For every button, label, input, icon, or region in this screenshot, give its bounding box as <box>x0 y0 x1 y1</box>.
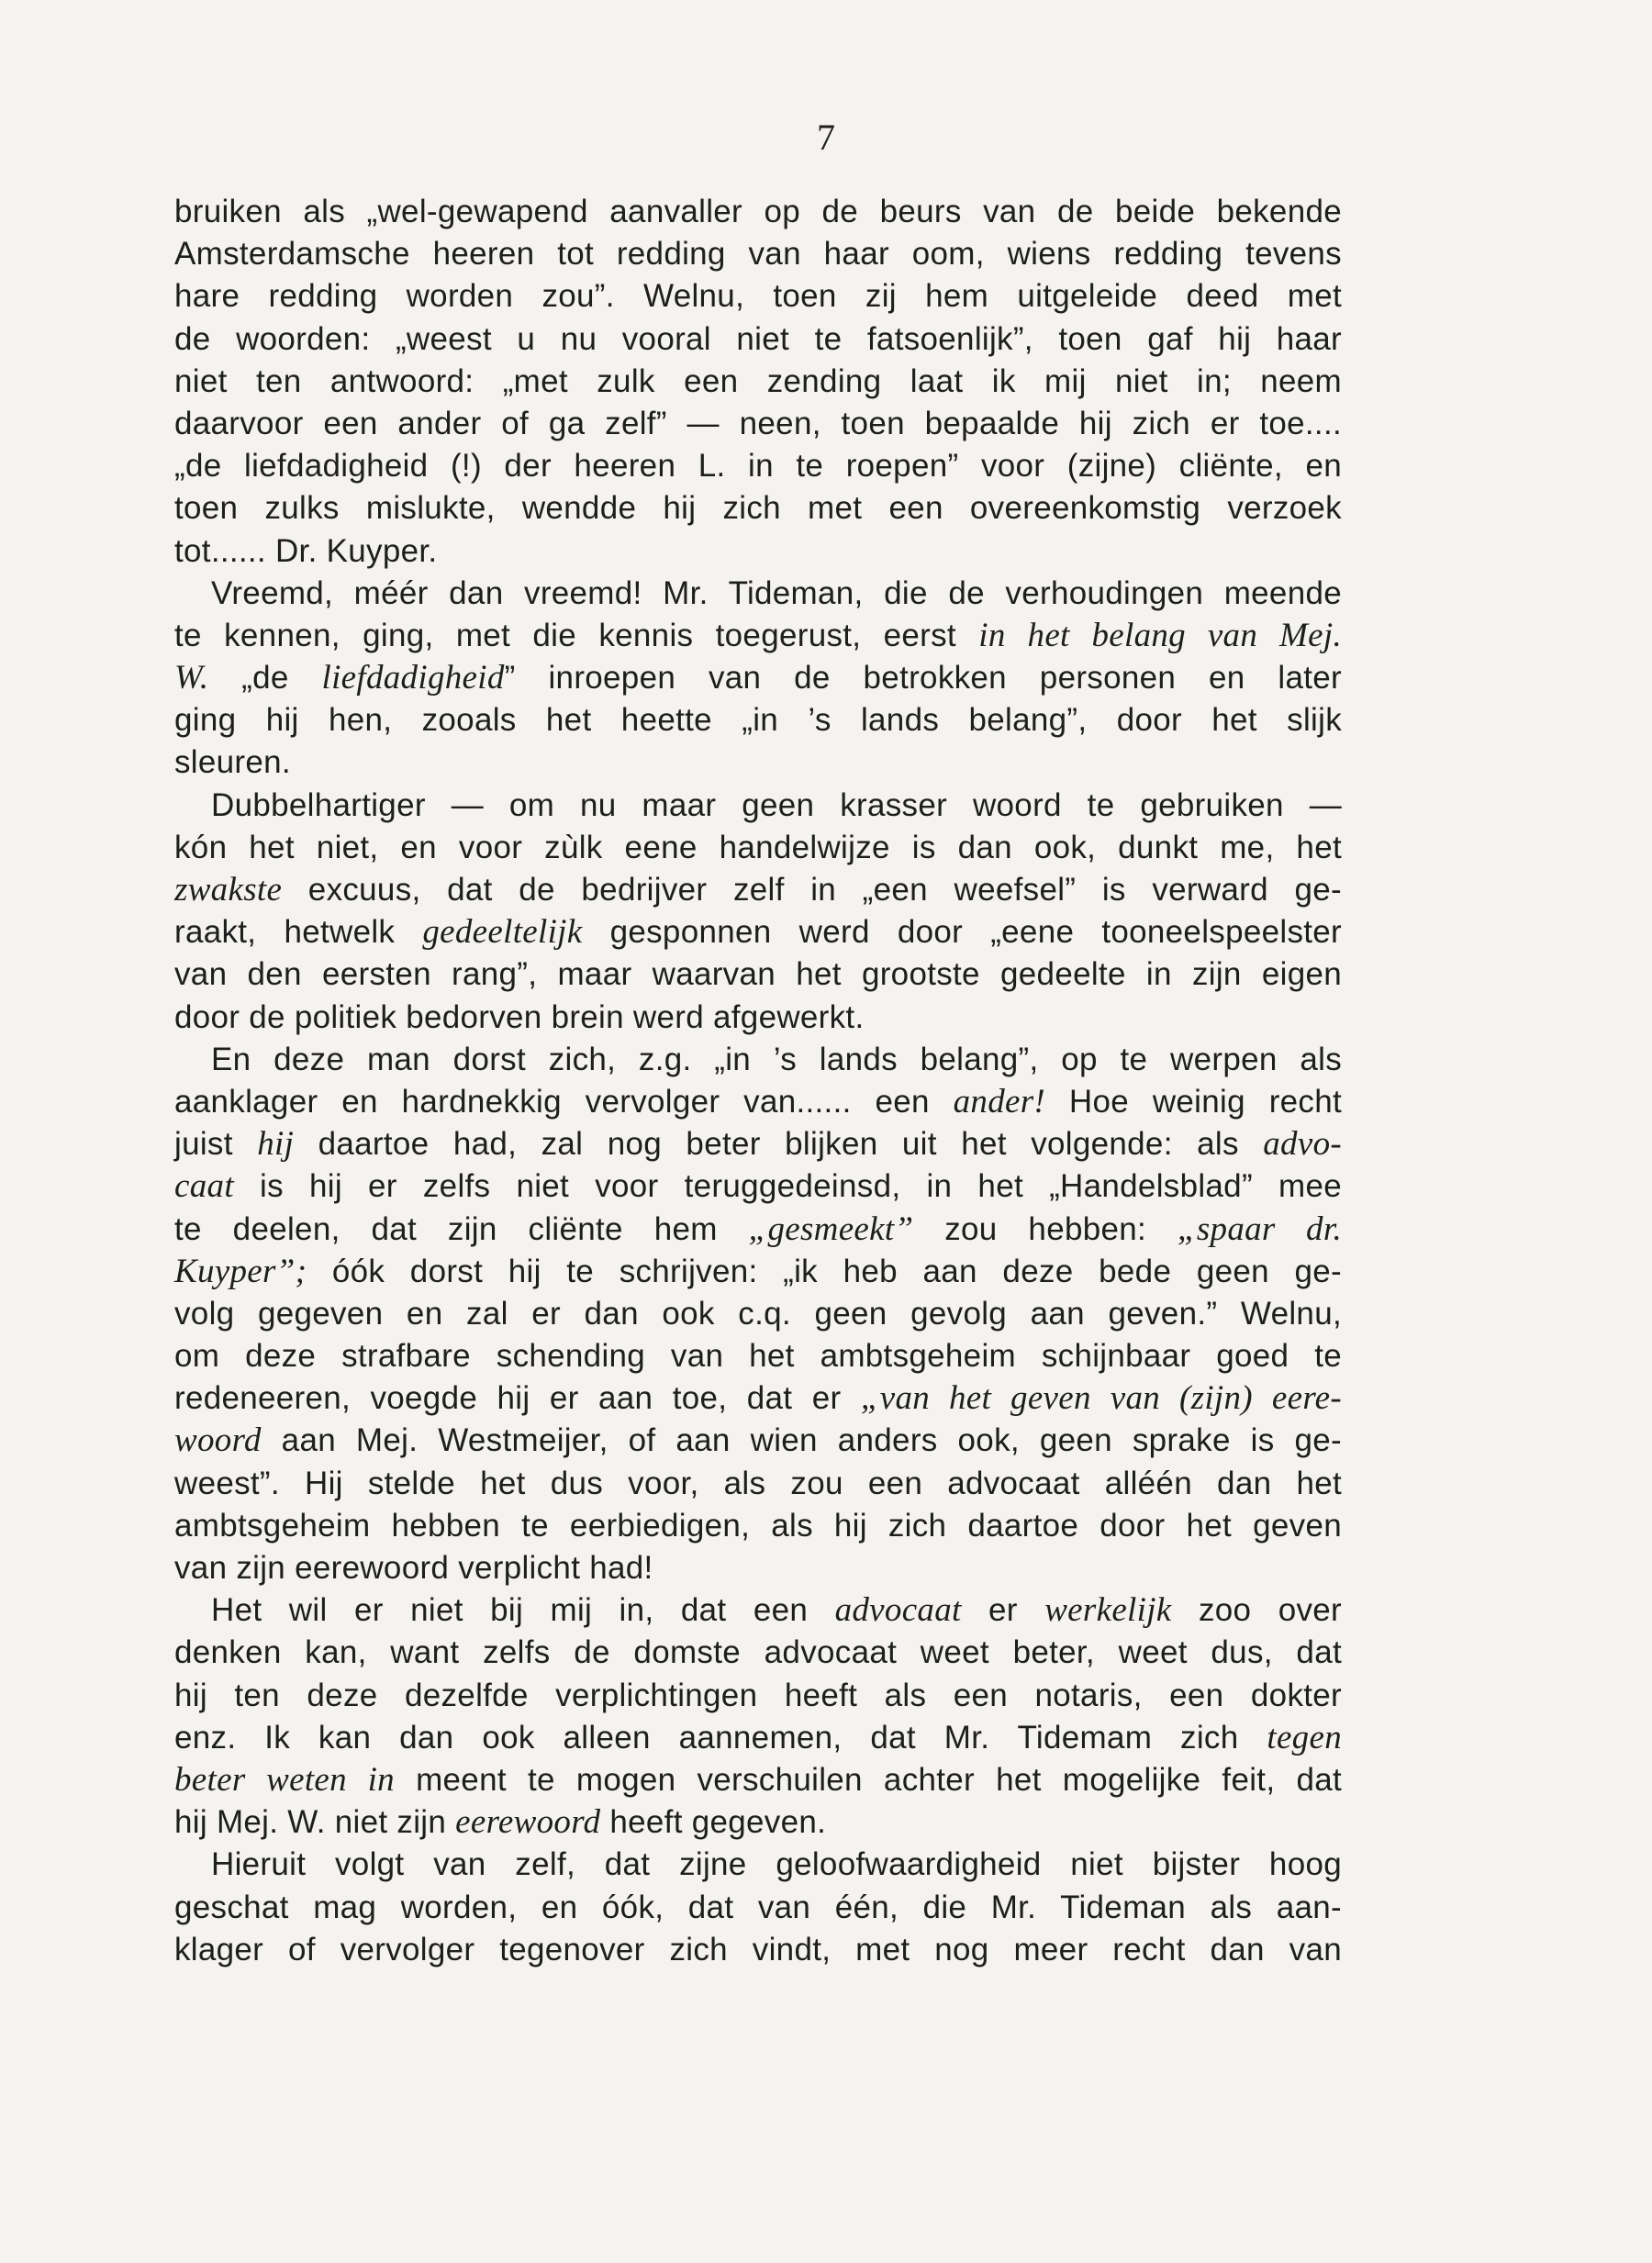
text-run: weest”. Hij stelde het dus voor, als zou een advocaat alléén dan het <box>174 1465 1342 1501</box>
text-line <box>174 1547 1342 1589</box>
italic-text: advocaat <box>834 1591 962 1630</box>
italic-text: caat <box>174 1167 234 1206</box>
text-line <box>174 1463 1342 1505</box>
text-run: Hoe weinig recht <box>1045 1083 1343 1120</box>
paragraph <box>174 191 1342 573</box>
text-line <box>174 1844 1342 1886</box>
paragraph <box>174 785 1342 1039</box>
text-run: meent te mogen verschuilen achter het mogelijke feit, dat <box>394 1761 1343 1798</box>
text-line <box>174 1887 1342 1929</box>
text-line <box>174 1209 1342 1251</box>
text-run: En deze man dorst zich, z.g. „in ’s lands belang”, op te werpen als <box>211 1041 1342 1077</box>
italic-text: advo- <box>1263 1125 1342 1164</box>
text-line <box>174 1039 1342 1081</box>
text-run: zou hebben: <box>913 1210 1178 1247</box>
text-line <box>174 1377 1342 1420</box>
text-run: te deelen, dat zijn cliënte hem <box>174 1210 749 1247</box>
paragraph <box>174 573 1342 785</box>
text-line <box>174 445 1342 487</box>
text-line <box>174 573 1342 615</box>
text-line <box>174 530 1342 573</box>
italic-text: werkelijk <box>1044 1591 1172 1630</box>
text-run: excuus, dat de bedrijver zelf in „een weefsel” is verward ge- <box>282 872 1342 908</box>
text-line <box>174 1420 1342 1462</box>
text-line <box>174 785 1342 827</box>
text-line <box>174 741 1342 784</box>
text-run: Dubbelhartiger — om nu maar geen krasser woord te gebruiken — <box>211 786 1342 823</box>
text-run: te kennen, ging, met die kennis toegerust, eerst <box>174 617 979 653</box>
italic-text: Kuyper”; <box>174 1252 307 1290</box>
text-run: hij ten deze dezelfde verplichtingen heeft als een notaris, een dokter <box>174 1677 1342 1713</box>
text-run: Amsterdamsche heeren tot redding van haar oom, wiens redding tevens <box>174 236 1342 273</box>
text-line <box>174 1717 1342 1759</box>
text-run: heeft gegeven. <box>600 1804 827 1841</box>
text-run: ambtsgeheim hebben te eerbiedigen, als hij zich daartoe door het geven <box>174 1507 1342 1544</box>
text-run: toen zulks mislukte, wendde hij zich met een overeenkomstig verzoek <box>174 490 1342 527</box>
text-line <box>174 911 1342 953</box>
text-line <box>174 1293 1342 1335</box>
text-line <box>174 233 1342 275</box>
text-line <box>174 403 1342 445</box>
text-line <box>174 1675 1342 1717</box>
text-run: tot...... Dr. Kuyper. <box>174 532 438 569</box>
text-line <box>174 1589 1342 1632</box>
italic-text: zwakste <box>174 871 283 909</box>
text-run: daartoe had, zal nog beter blijken uit het volgende: als <box>294 1126 1264 1163</box>
text-run: niet ten antwoord: „met zulk een zending laat ik mij niet in; neem <box>174 362 1342 399</box>
paragraph <box>174 1844 1342 1971</box>
paragraph <box>174 1589 1342 1844</box>
text-line <box>174 1929 1342 1971</box>
text-run: denken kan, want zelfs de domste advocaat weet beter, weet dus, dat <box>174 1634 1342 1671</box>
text-run: „de <box>208 660 322 697</box>
text-line <box>174 275 1342 318</box>
text-run: sleuren. <box>174 744 291 781</box>
italic-text: „spaar dr. <box>1177 1210 1342 1248</box>
italic-text: tegen <box>1267 1718 1342 1756</box>
text-line <box>174 487 1342 530</box>
text-run: er <box>961 1592 1045 1629</box>
text-run: ” inroepen van de betrokken personen en later <box>504 660 1342 697</box>
text-line <box>174 1632 1342 1674</box>
text-run: de woorden: „weest u nu vooral niet te fatsoenlijk”, toen gaf hij haar <box>174 320 1342 357</box>
text-run: is hij er zelfs niet voor teruggedeinsd, in het „Handelsblad” mee <box>233 1168 1342 1205</box>
italic-text: in het belang van Mej. <box>978 616 1342 654</box>
text-run: hare redding worden zou”. Welnu, toen zij hem uitgeleide deed met <box>174 278 1342 315</box>
italic-text: woord <box>174 1421 262 1460</box>
text-line <box>174 1123 1342 1165</box>
text-line <box>174 953 1342 996</box>
text-line <box>174 1335 1342 1377</box>
text-line <box>174 997 1342 1039</box>
text-run: gesponnen werd door „eene tooneelspeelster <box>582 914 1342 951</box>
text-run: hij Mej. W. niet zijn <box>174 1804 456 1841</box>
italic-text: hij <box>257 1125 295 1164</box>
text-line <box>174 318 1342 361</box>
text-run: juist <box>174 1126 258 1163</box>
italic-text: W. <box>174 659 209 697</box>
text-run: klager of vervolger tegenover zich vindt, met nog meer recht dan van <box>174 1931 1342 1968</box>
italic-text: „van het geven van (zijn) eere- <box>860 1379 1342 1418</box>
text-run: daarvoor een ander of ga zelf” — neen, toen bepaalde hij zich er toe.... <box>174 405 1342 441</box>
text-line <box>174 1505 1342 1547</box>
text-run: óók dorst hij te schrijven: „ik heb aan deze bede geen ge- <box>307 1253 1342 1289</box>
text-run: zoo over <box>1171 1592 1342 1629</box>
text-run: van den eersten rang”, maar waarvan het grootste gedeelte in zijn eigen <box>174 956 1342 993</box>
text-run: om deze strafbare schending van het ambtsgeheim schijnbaar goed te <box>174 1338 1342 1375</box>
text-line <box>174 827 1342 869</box>
text-run: Hieruit volgt van zelf, dat zijne geloofwaardigheid niet bijster hoog <box>211 1846 1342 1883</box>
italic-text: liefdadigheid <box>321 659 505 697</box>
page-number: 7 <box>817 117 835 158</box>
text-line <box>174 699 1342 741</box>
italic-text: gedeeltelijk <box>422 913 583 952</box>
text-run: Het wil er niet bij mij in, dat een <box>211 1592 835 1629</box>
text-run: enz. Ik kan dan ook alleen aannemen, dat Mr. Tidemam zich <box>174 1719 1267 1756</box>
text-run: geschat mag worden, en óók, dat van één, die Mr. Tideman als aan- <box>174 1889 1342 1925</box>
text-run: aan Mej. Westmeijer, of aan wien anders ook, geen sprake is ge- <box>261 1422 1342 1459</box>
text-line <box>174 615 1342 657</box>
text-line <box>174 361 1342 403</box>
text-line <box>174 1165 1342 1208</box>
text-run: kón het niet, en voor zùlk eene handelwijze is dan ook, dunkt me, het <box>174 829 1342 865</box>
italic-text: ander! <box>953 1082 1046 1120</box>
text-line <box>174 191 1342 233</box>
text-line <box>174 657 1342 699</box>
italic-text: „gesmeekt” <box>748 1210 914 1248</box>
italic-text: eerewoord <box>455 1803 601 1842</box>
text-run: redeneeren, voegde hij er aan toe, dat er <box>174 1380 861 1417</box>
text-line <box>174 1759 1342 1801</box>
text-run: bruiken als „wel-gewapend aanvaller op de beurs van de beide bekende <box>174 194 1342 229</box>
text-line <box>174 1081 1342 1123</box>
text-run: aanklager en hardnekkig vervolger van...... een <box>174 1083 954 1120</box>
text-run: volg gegeven en zal er dan ook c.q. geen gevolg aan geven.” Welnu, <box>174 1295 1342 1332</box>
italic-text: beter weten in <box>174 1760 395 1799</box>
text-run: van zijn eerewoord verplicht had! <box>174 1550 653 1586</box>
text-run: raakt, hetwelk <box>174 914 423 951</box>
text-run: Vreemd, méér dan vreemd! Mr. Tideman, die de verhoudingen meende <box>211 574 1342 611</box>
text-run: „de liefdadigheid (!) der heeren L. in te roepen” voor (zijne) cliënte, en <box>174 448 1342 485</box>
text-line <box>174 1801 1342 1844</box>
paragraph <box>174 1039 1342 1589</box>
text-run: door de politiek bedorven brein werd afgewerkt. <box>174 998 865 1035</box>
text-line <box>174 1251 1342 1293</box>
body-text <box>174 191 1342 1971</box>
text-line <box>174 869 1342 911</box>
text-run: ging hij hen, zooals het heette „in ’s lands belang”, door het slijk <box>174 702 1342 739</box>
